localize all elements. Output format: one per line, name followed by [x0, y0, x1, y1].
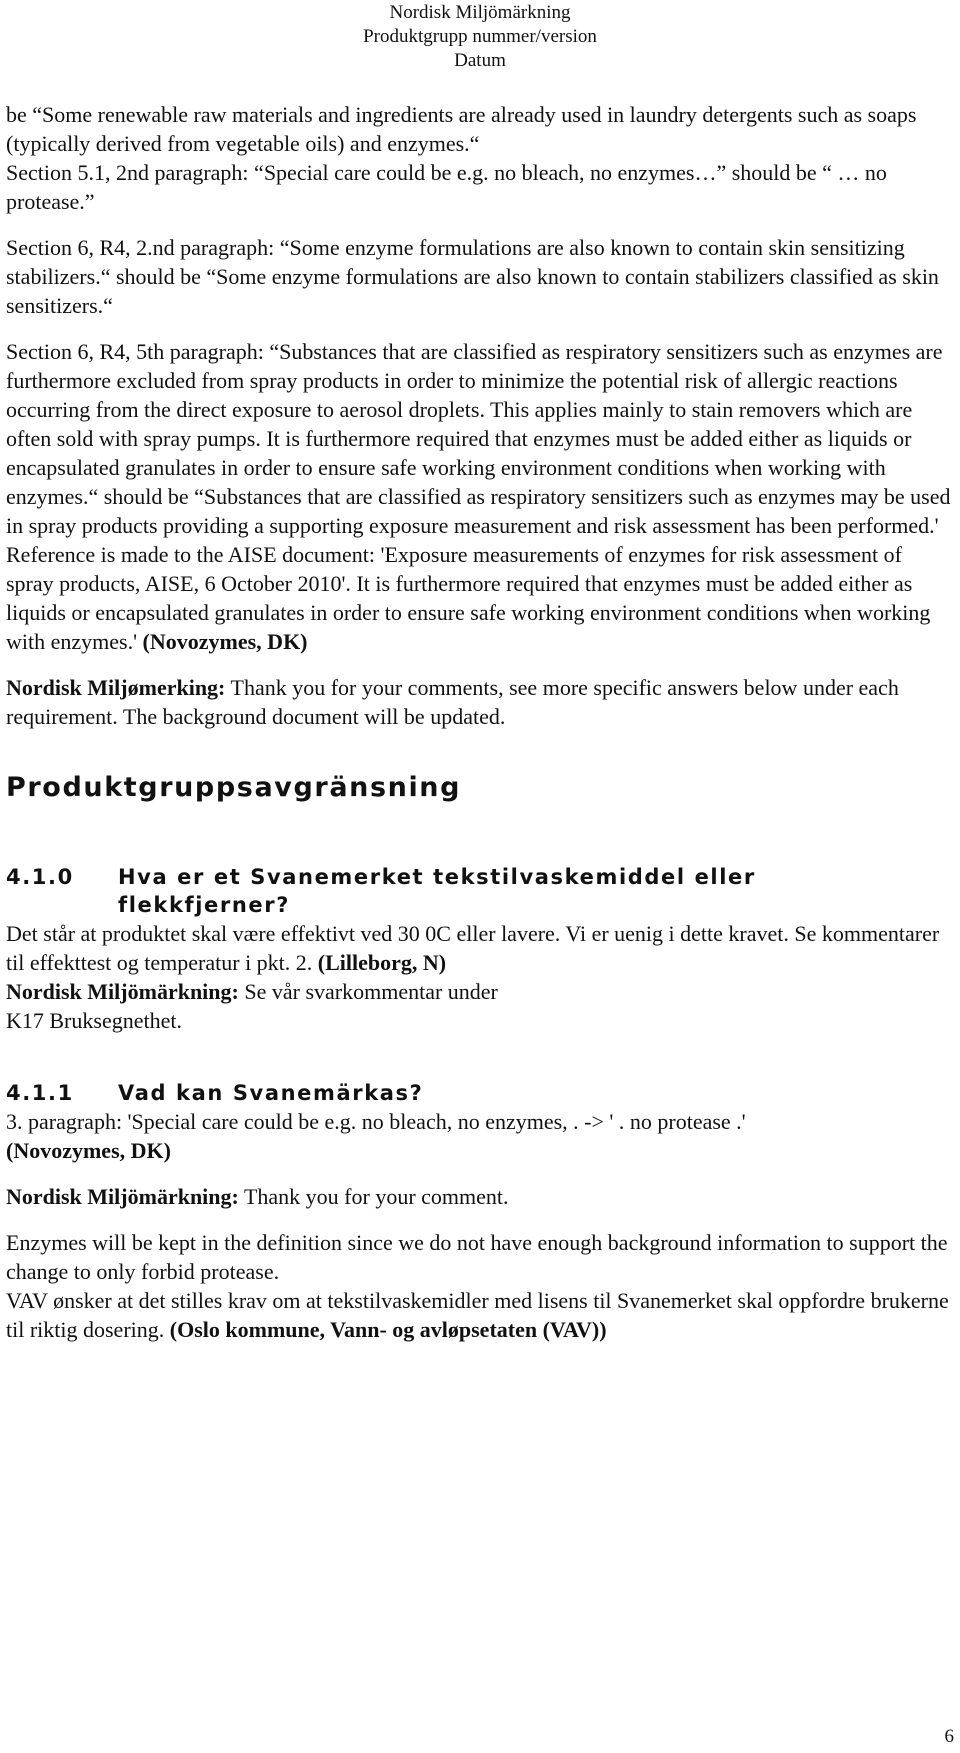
paragraph-lilleborg [6, 919, 954, 977]
reply-text: Thank you for your comments, see more specific answers below under each requirement. The background document will be updated. [6, 675, 899, 729]
subsection-number: 4.1.0 [6, 865, 74, 889]
subsection-heading-4-1-1 [6, 1079, 954, 1107]
subsection-title: Vad kan Svanemärkas? [118, 1081, 424, 1105]
paragraph-enzymes-kept: Enzymes will be kept in the definition since we do not have enough background information to support the change to only forbid protease. [6, 1230, 948, 1284]
paragraph-nordisk-reply-2 [6, 977, 954, 1006]
source-novozymes: (Novozymes, DK) [142, 629, 308, 654]
page-header [0, 0, 960, 73]
page-number: 6 [944, 1726, 954, 1747]
paragraph-nordisk-reply-2-cont: K17 Bruksegnethet. [6, 1008, 182, 1033]
reply-text: Thank you for your comment. [243, 1184, 509, 1209]
source-novozymes-2: (Novozymes, DK) [6, 1138, 171, 1163]
header-date: Datum [454, 50, 506, 71]
paragraph-section-6-r4-5th [6, 337, 954, 656]
header-product-group: Produktgrupp nummer/version [363, 26, 597, 47]
paragraph-vav [6, 1286, 954, 1344]
subsection-title-continued: flekkfjerner? [118, 893, 290, 917]
reply-label: Nordisk Miljømerking: [6, 675, 226, 700]
subsection-title: Hva er et Svanemerket tekstilvaskemiddel eller [118, 865, 756, 889]
paragraph-lilleborg-text: Det står at produktet skal være effektivt ved 30 0C eller lavere. Vi er uenig i dette kravet. Se kommentarer til effekttest og temperatur i pkt. 2. [6, 921, 940, 975]
document-body [6, 100, 954, 1344]
reply-label: Nordisk Miljömärkning: [6, 979, 239, 1004]
section-heading: Produktgruppsavgränsning [6, 772, 462, 803]
subsection-heading-4-1-0 [6, 863, 954, 919]
paragraph-section-5-1: Section 5.1, 2nd paragraph: “Special care could be e.g. no bleach, no enzymes…” should be “ … no protease.” [6, 160, 887, 214]
paragraph-nordisk-reply [6, 673, 954, 731]
paragraph-section-6-r4-5th-text: Section 6, R4, 5th paragraph: “Substances that are classified as respiratory sensitizers such as enzymes are furthermore excluded from spray products in order to minimize the potential risk of allergic reactions occurring from the direct exposure to aerosol droplets. This applies mainly to stain removers which are often sold with spray pumps. It is furthermore required that enzymes must be added either as liquids or encapsulated granulates in order to ensure safe working environment conditions when working with enzymes.“ should be “Substances that are classified as respiratory sensitizers such as enzymes may be used in spray products providing a supporting exposure measurement and risk assessment has been performed.' Reference is made to the AISE document: 'Exposure measurements of enzymes for risk assessment of spray products, AISE, 6 October 2010'. It is furthermore required that enzymes must be added either as liquids or encapsulated granulates in order to ensure safe working environment conditions when working with enzymes.' [6, 339, 951, 654]
paragraph-renewable-text: be “Some renewable raw materials and ingredients are already used in laundry detergents such as soaps (typically derived from vegetable oils) and enzymes.“ [6, 102, 917, 156]
paragraph-section-6-r4-2nd: Section 6, R4, 2.nd paragraph: “Some enzyme formulations are also known to contain skin sensitizing stabilizers.“ should be “Some enzyme formulations are also known to contain stabilizers classified as skin sensitizers.“ [6, 235, 939, 318]
source-lilleborg: (Lilleborg, N) [317, 950, 447, 975]
subsection-number: 4.1.1 [6, 1081, 74, 1105]
paragraph-vav-text: VAV ønsker at det stilles krav om at tekstilvaskemidler med lisens til Svanemerket skal oppfordre brukerne til riktig dosering. [6, 1288, 949, 1342]
reply-text: Se vår svarkommentar under [244, 979, 498, 1004]
paragraph-nordisk-reply-3 [6, 1182, 954, 1211]
paragraph-3-paragraph: 3. paragraph: 'Special care could be e.g. no bleach, no enzymes, . -> ' . no protease .' [6, 1109, 746, 1134]
source-vav: (Oslo kommune, Vann- og avløpsetaten (VAV)) [169, 1317, 607, 1342]
reply-label: Nordisk Miljömärkning: [6, 1184, 239, 1209]
paragraph-renewable [6, 100, 954, 158]
header-organization: Nordisk Miljömärkning [389, 2, 571, 23]
